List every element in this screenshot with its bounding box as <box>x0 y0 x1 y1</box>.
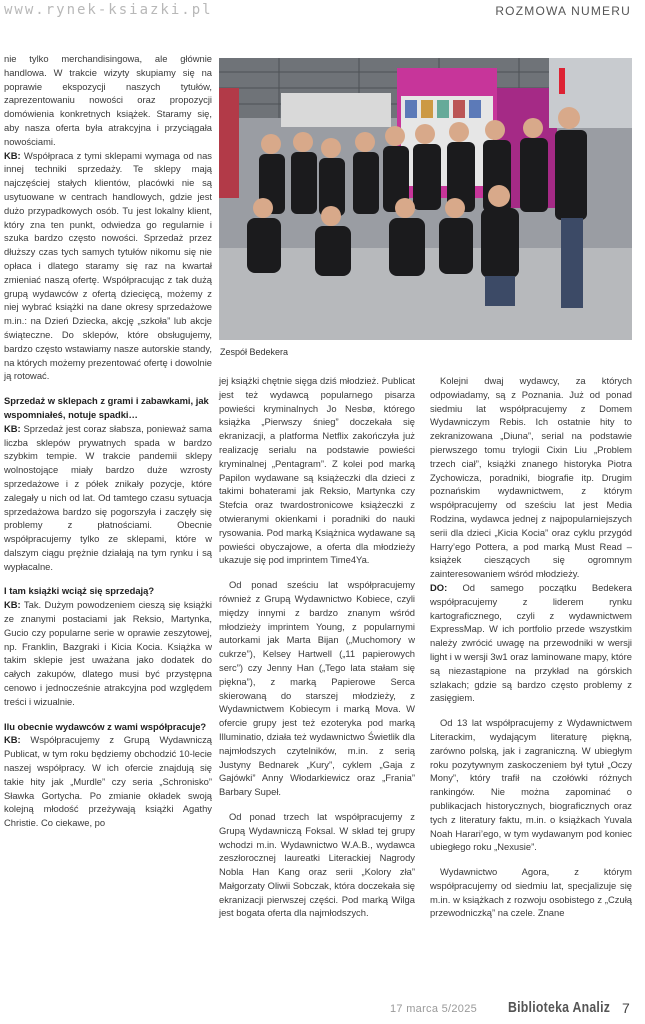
answer-text: Tak. Dużym powodzeniem cieszą się książki ze znanymi postaciami jak Reksio, Martynka, Gucio czy popularne serie w oprawie zeszytowej, np. Franklin, Bazgraki i Kicia Kocia. Książka w takim sklepie jest uważana jako dodatek do całych zakupów, dlatego musi być przystępna cenowo i jednocześnie atrakcyjna pod względem treści i wizualnie. <box>4 599 212 707</box>
answer-text: Sprzedaż jest coraz słabsza, ponieważ sama liczba sklepów prywatnych spada w bardzo szybkim tempie. W trakcie pandemii sklepy wolnostojące miały bardzo duże wzrosty sprzedażowe i z półek znikały pozycje, które zalegały u nich od lat. Od tamtego czasu sytuacja sprzedażowa bardzo się pogorszyła i zaczęły się problemy z płatnościami. Obecnie współpracujemy tylko ze sklepami, które w dalszym ciągu prężnie działają na tym rynku i są wypłacalne. <box>4 422 212 572</box>
column-2 <box>219 374 415 920</box>
site-url: www.rynek-ksiazki.pl <box>4 2 213 18</box>
speaker-label: KB: <box>4 599 21 611</box>
paragraph: Wydawnictwo Agora, z którym współpracujemy od siedmiu lat, specjalizuje się m.in. w książkach z rozwoju osobistego z „Czułą przewodniczką” na czele. Znane <box>430 866 632 919</box>
paragraph: nie tylko merchandisingowa, ale głównie handlowa. W trakcie wizyty skupiamy się na poprawie ekspozycji naszych tytułów, zaprezentowaniu nowości oraz propozycji domówienia konkretnych książek. Staramy się, aby nasza oferta była atrakcyjna i przyciągała nowościami. <box>4 53 212 147</box>
answer-text: Współpraca z tymi sklepami wymaga od nas innej techniki sprzedaży. Te sklepy mają najczęściej stałych klientów, placówki nie są usytuowane w centrach handlowych, gdzie jest dużo przypadkowych osób. Tu jest lokalny klient, który zna ten punkt, odwiedza go regularnie i szuka bardzo często nowości. Sprzedaż przez dłuższy czas tych samych tytułów nikomu się nie opłaca i dlatego staramy się raz na kwartał zmieniać naszą ofertę. Współpracując z tak dużą grupą wydawców z ofertą dziecięcą, możemy z niej wybrać książki na dane okresy sprzedażowe m.in.: na Dzień Dziecka, akcję „szkoła” lub akcje świąteczne. Do sklepów, które obsługujemy, bardzo często wstawiamy nasze autorskie standy, na których możemy prezentować ofertę i dowolnie ją rotować. <box>4 149 212 382</box>
issue-date: 17 marca 5/2025 <box>390 1003 478 1015</box>
column-3 <box>430 374 632 920</box>
question-heading: Ilu obecnie wydawców z wami współpracuje? <box>4 720 207 732</box>
answer-paragraph <box>430 581 632 705</box>
answer-paragraph <box>4 733 212 830</box>
team-photo-illustration <box>219 58 632 340</box>
paragraph: Kolejni dwaj wydawcy, za których odpowiadamy, są z Poznania. Już od ponad siedmiu lat współpracujemy z Domem Wydawniczym Rebis. Ich ostatnie hity to zekranizowana „Diuna”, serial na podstawie pierwszego tomu trylogii Cixin Liu „Problem trzech ciał”, książki znanego historyka Piotra Zychowicza, poradniki, biografie itp. Drugim poznańskim wydawnictwem, z którym współpracujemy od sześciu lat jest Media Rodzina, wydawca jednej z najpopularniejszych serii dla dzieci „Kicia Kocia” oraz cyklu przygód Harry’ego Pottera, a pod marką Must Read – książek cieszących się ogromnym zainteresowaniem wśród młodzieży. <box>430 375 632 580</box>
answer-paragraph <box>4 149 212 384</box>
paragraph: Od ponad sześciu lat współpracujemy również z Grupą Wydawnictwo Kobiece, czyli między innymi z bardzo znanym wśród młodzieży imprintem Young, z popularnymi autorkami jak Marta Bijan („Muchomory w cukrze”), Kelsey Hartwell („11 papierowych serc”) czy Jenny Han („Tego lata stałam się piękna”), z marką Papierowe Serca skierowaną do starszej młodzieży, z Wydawnictwem Kobiecym i marką Mova. W ofercie grupy jest też ezoteryka pod marką Illuminatio, działa też wydawnictwo Świetlik dla najmłodszych czytelników, m.in. z serią Justyny Bednarek „Kury”, cyklem „Gaja z Gajówki” Anny Włodarkiewicz oraz „Frania” Barbary Supeł. <box>219 579 415 798</box>
section-title: ROZMOWA NUMERU <box>495 4 631 18</box>
question-heading: I tam książki wciąż się sprzedają? <box>4 585 155 597</box>
speaker-label: KB: <box>4 149 21 161</box>
speaker-label: KB: <box>4 422 21 434</box>
paragraph: Od ponad trzech lat współpracujemy z Grupą Wydawniczą Foksal. W skład tej grupy wchodzi m.in. Wydawnictwo W.A.B., wydawca zeszłorocznej laureatki Literackiej Nagrody Nobla Han Kang oraz serii „Kolory zła” Małgorzaty Oliwii Sobczak, która doczekała się ekranizacji pierwszej części. Pod marką Wilga jest bogata oferta dla najmłodszych. <box>219 810 415 919</box>
team-photo <box>219 58 632 340</box>
speaker-label: DO: <box>430 581 448 593</box>
answer-text: Współpracujemy z Grupą Wydawniczą Publicat, w tym roku będziemy obchodzić 10-lecie naszej współpracy. W ich ofercie znajdują się takie hity jak „Murdle” czy seria „Schronisko” Sławka Gortycha. Po zmianie okładek swoją kolejną młodość przeżywają książki Agathy Christie. Co ciekawe, po <box>4 734 212 829</box>
answer-text: Od samego początku Bedekera współpracujemy z liderem rynku kartograficznego, czyli z wydawnictwem ExpressMap. W ich portfolio przede wszystkim należy zwrócić uwagę na przewodniki w wersji light i w wersji 3w1 oraz laminowane mapy, które są niezastąpione na przykład na górskich szlakach; gdzie są bardzo często problemy z zasięgiem. <box>430 581 632 704</box>
answer-paragraph <box>4 598 212 708</box>
speaker-label: KB: <box>4 734 21 746</box>
answer-paragraph <box>4 422 212 574</box>
question-heading: Sprzedaż w sklepach z grami i zabawkami, jak wspomniałeś, notuje spadki… <box>4 395 209 420</box>
page-number: 7 <box>622 1000 630 1016</box>
publication-logo: Biblioteka Analiz <box>508 999 611 1016</box>
column-1 <box>4 52 212 830</box>
paragraph: Od 13 lat współpracujemy z Wydawnictwem Literackim, wydającym literaturę piękną, zarówno polską, jak i zagraniczną. W ubiegłym roku pozytywnym zaskoczeniem był tytuł „Oczy Mony”, który trafił na czołówki różnych rankingów. Nie można zapominać o publikacjach historycznych, biograficznych oraz tych z literatury faktu, m.in. o książkach Yuvala Noah Harari’ego, w tym wydawanym pod koniec ubiegłego roku „Nexusie”. <box>430 717 632 853</box>
photo-caption: Zespół Bedekera <box>220 347 289 357</box>
paragraph: jej książki chętnie sięga dziś młodzież. Publicat jest też wydawcą popularnego pisarza powieści kryminalnych Jo Nesbø, którego książka „Pierwszy śnieg” doczekała się ekranizacji, a platforma Netflix zakończyła już realizację serialu na podstawie powieści kryminalnej „Pentagram”. Z kolei pod marką Papilon wydawane są książeczki dla dzieci z takimi bohaterami jak Reksio, Martynka czy Stefcia oraz twardostronicowe książeczki z otwieranymi okienkami i poradniki do nauki rysowania. Pod marką Książnica wydawane są powieści obyczajowe, a oferta dla młodzieży ukazuje się pod imprintem Time4Ya. <box>219 375 415 566</box>
